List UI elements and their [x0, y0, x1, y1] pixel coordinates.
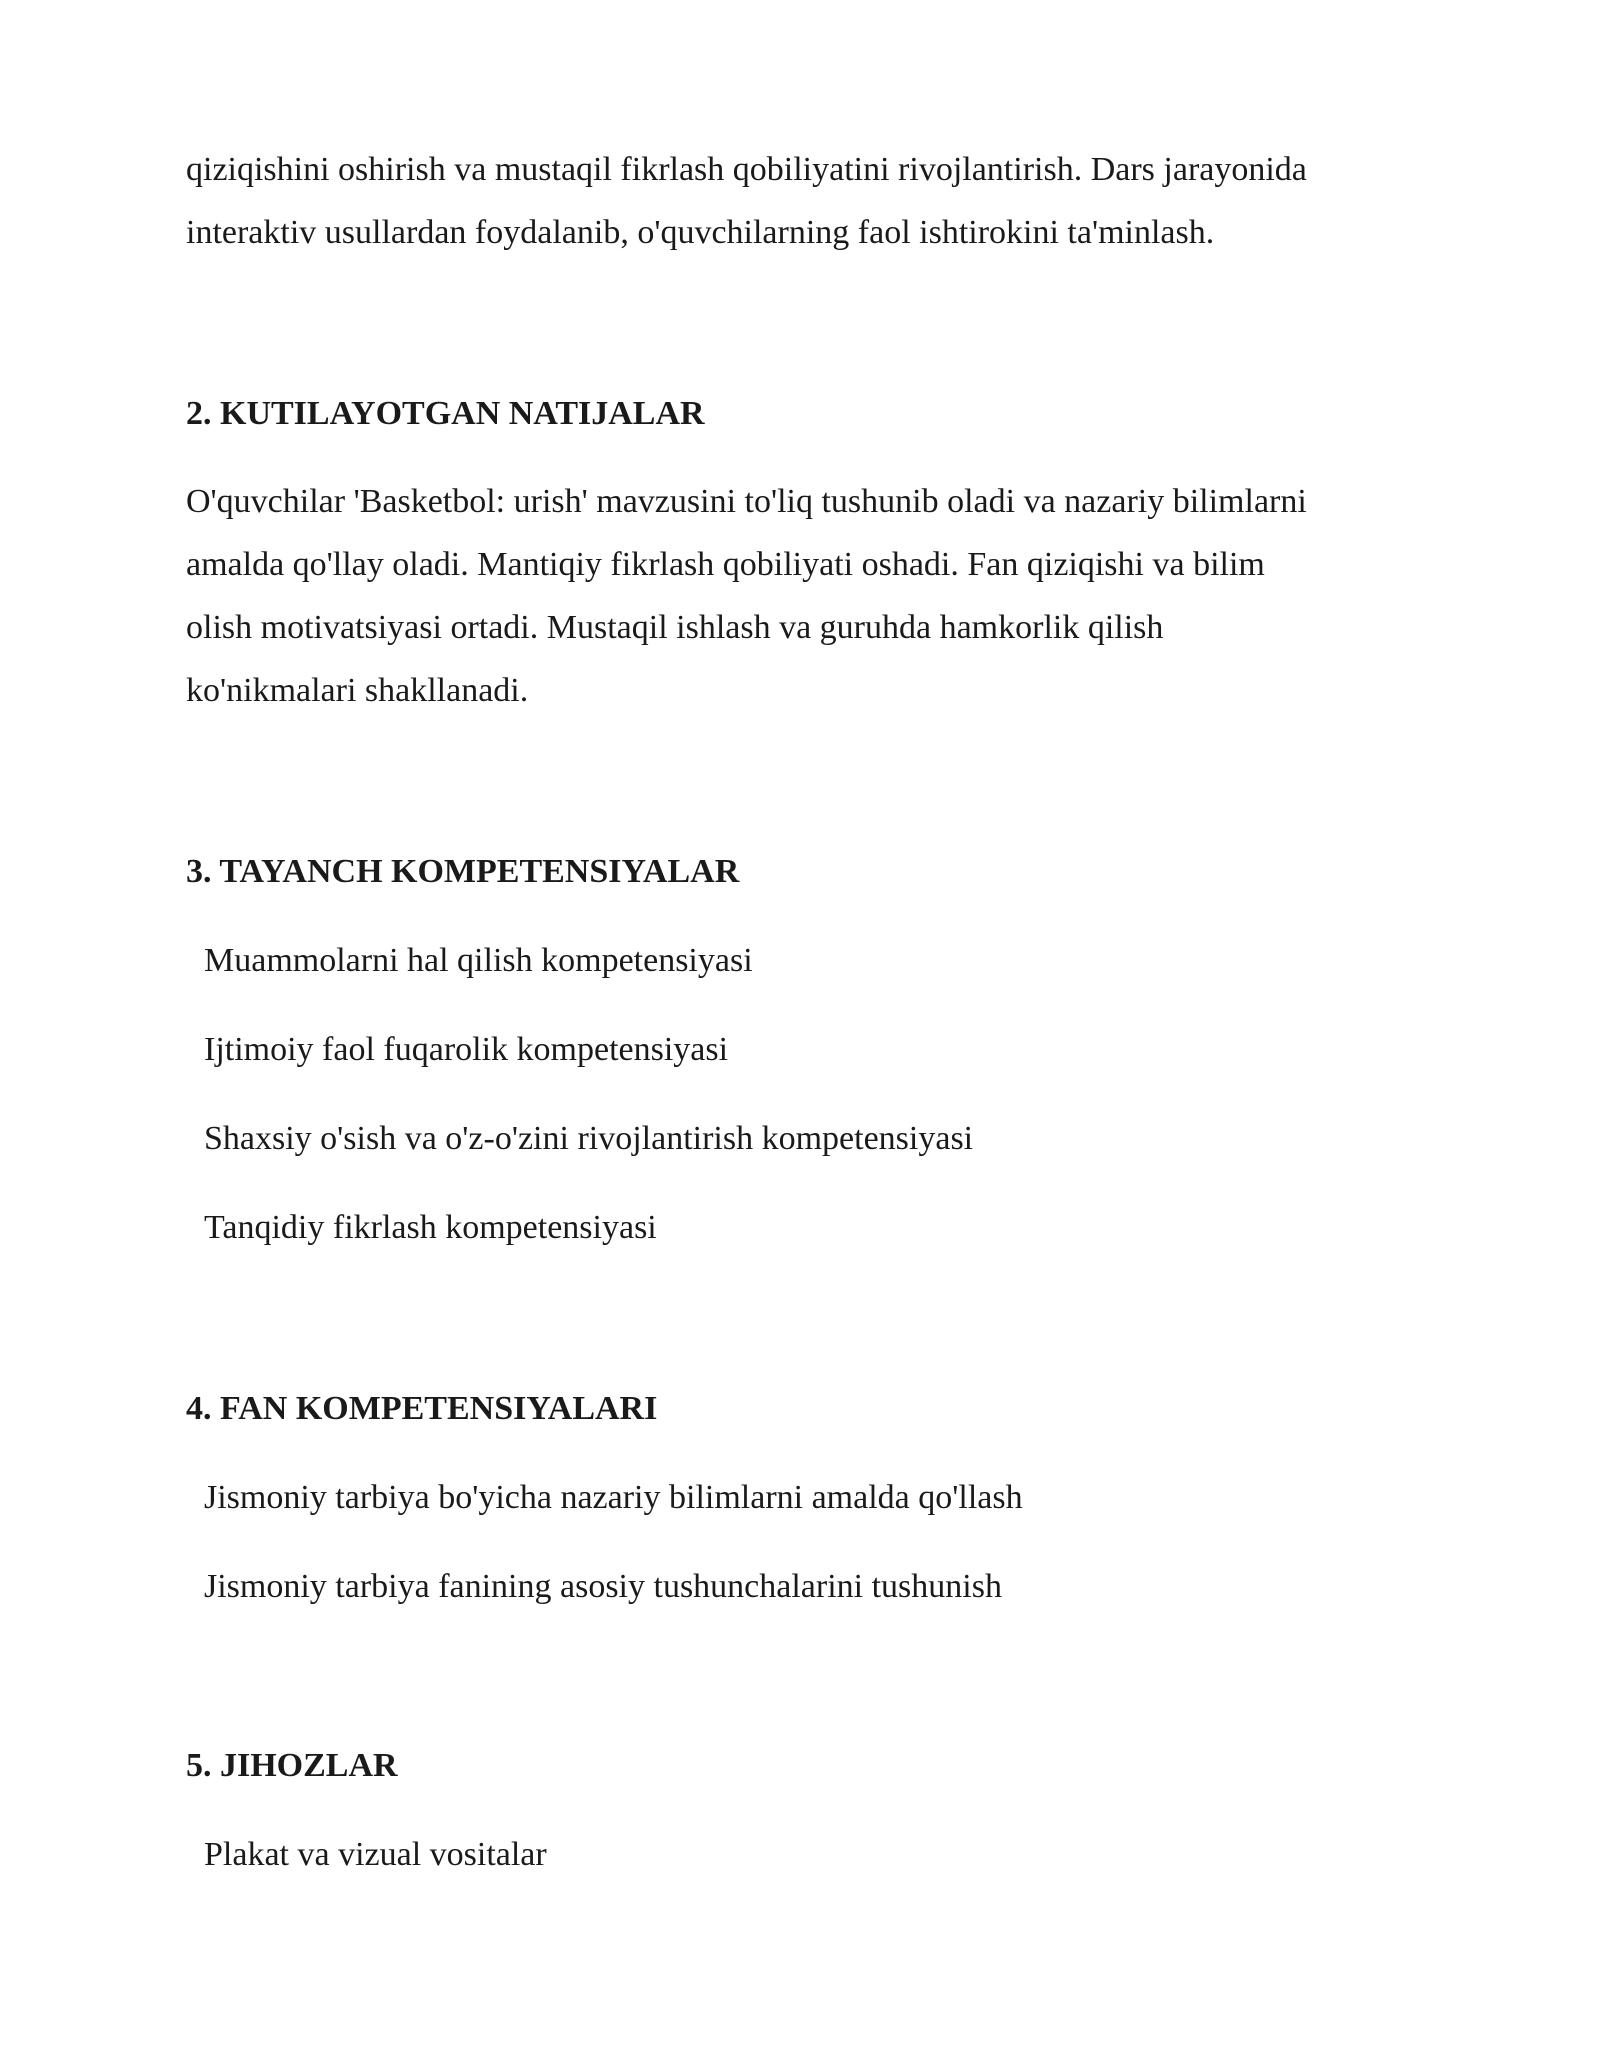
section-2-line-2: amalda qo'llay oladi. Mantiqiy fikrlash qobiliyati oshadi. Fan qiziqishi va bilim	[186, 546, 1265, 583]
section-2-line-4: ko'nikmalari shakllanadi.	[186, 672, 529, 709]
section-2-heading: 2. KUTILAYOTGAN NATIJALAR	[186, 395, 705, 432]
intro-line-1: qiziqishini oshirish va mustaqil fikrlash qobiliyatini rivojlantirish. Dars jarayonida	[186, 151, 1307, 188]
section-3-heading: 3. TAYANCH KOMPETENSIYALAR	[186, 853, 740, 890]
list-item: Muammolarni hal qilish kompetensiyasi	[204, 942, 753, 979]
list-item: Ijtimoiy faol fuqarolik kompetensiyasi	[204, 1031, 729, 1068]
list-item: Jismoniy tarbiya fanining asosiy tushunchalarini tushunish	[204, 1568, 1002, 1605]
list-item: Jismoniy tarbiya bo'yicha nazariy bilimlarni amalda qo'llash	[204, 1479, 1023, 1516]
intro-line-2: interaktiv usullardan foydalanib, o'quvchilarning faol ishtirokini ta'minlash.	[186, 214, 1215, 251]
section-2-line-3: olish motivatsiyasi ortadi. Mustaqil ishlash va guruhda hamkorlik qilish	[186, 609, 1164, 646]
section-5-heading: 5. JIHOZLAR	[186, 1747, 398, 1784]
list-item: Tanqidiy fikrlash kompetensiyasi	[204, 1209, 657, 1246]
section-4-heading: 4. FAN KOMPETENSIYALARI	[186, 1390, 658, 1427]
section-2-line-1: O'quvchilar 'Basketbol: urish' mavzusini to'liq tushunib oladi va nazariy bilimlarni	[186, 483, 1307, 520]
list-item: Plakat va vizual vositalar	[204, 1836, 547, 1873]
list-item: Shaxsiy o'sish va o'z-o'zini rivojlantirish kompetensiyasi	[204, 1120, 974, 1157]
